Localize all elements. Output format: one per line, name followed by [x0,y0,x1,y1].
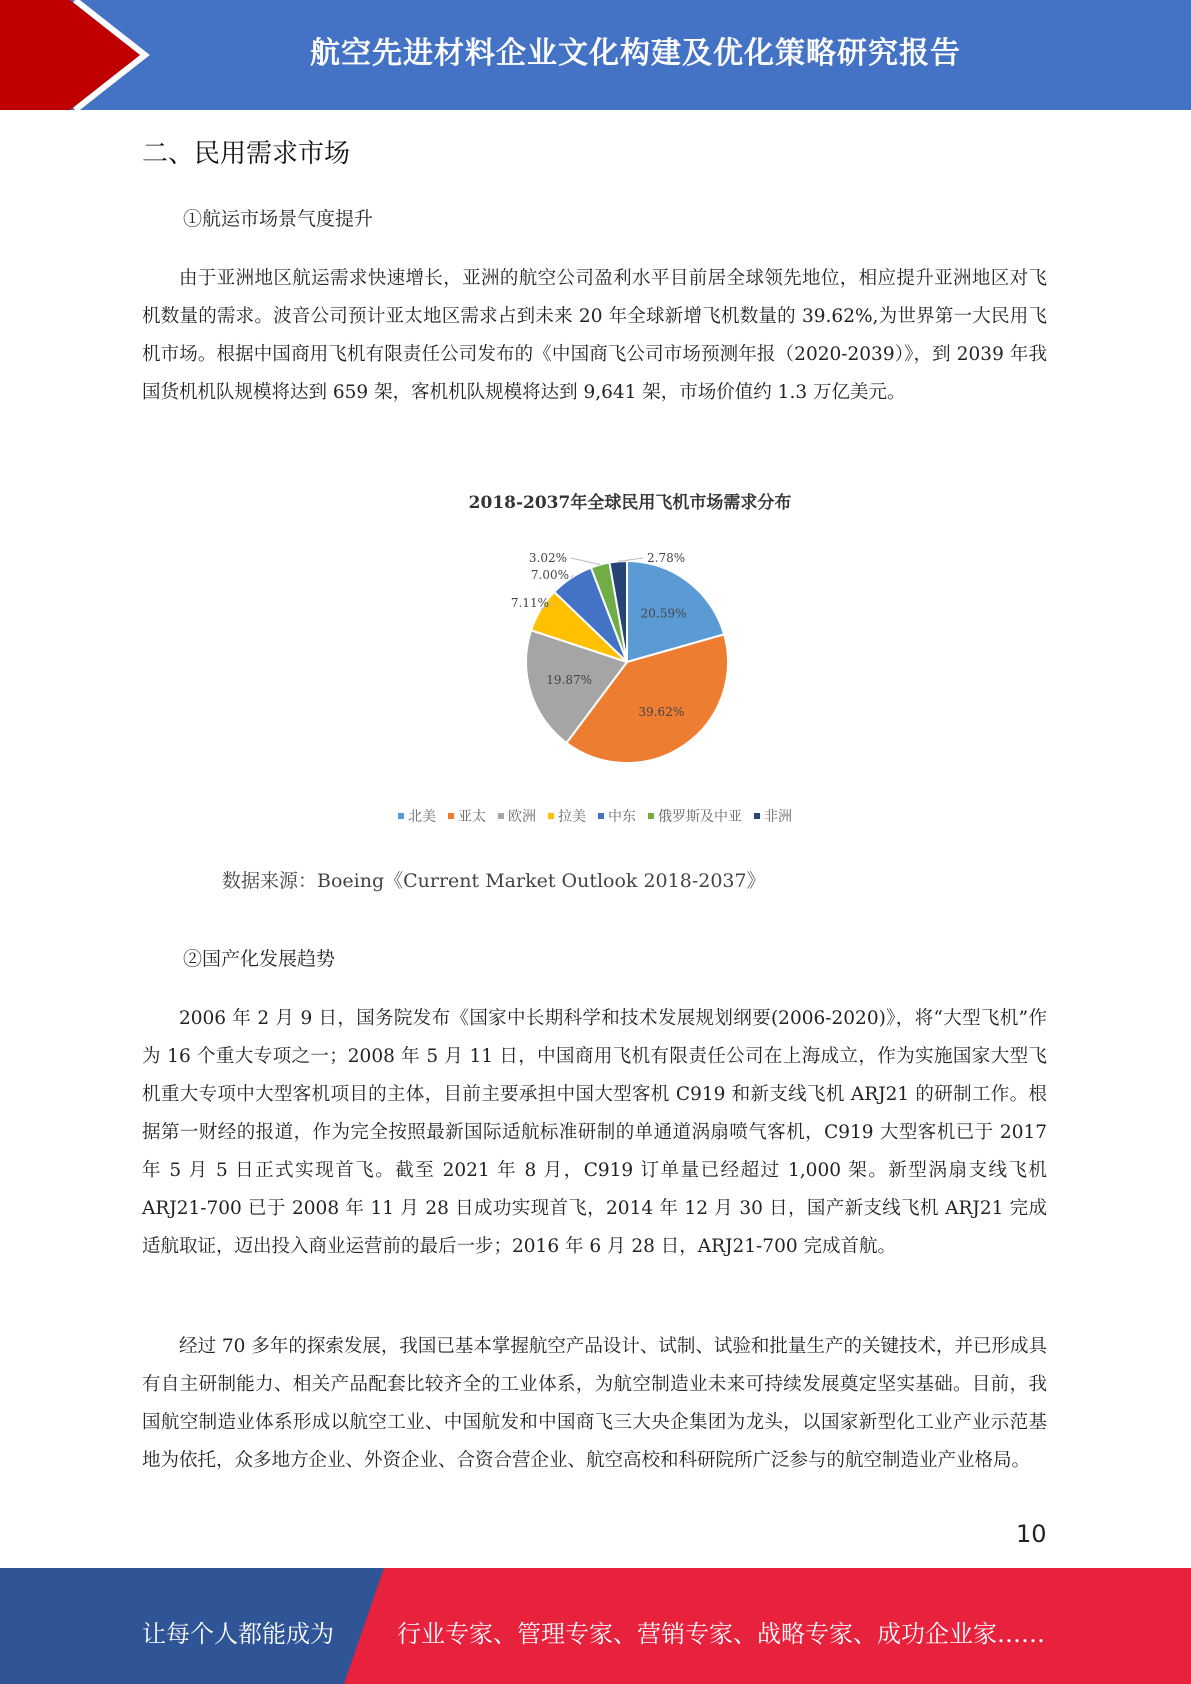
pie-data-label: 2.78% [647,551,686,565]
legend-label: 俄罗斯及中亚 [658,809,742,825]
legend-swatch [498,813,504,819]
legend-item [498,806,536,826]
legend-label: 亚太 [458,809,486,825]
pie-data-label: 3.02% [528,551,567,565]
legend-swatch [398,813,404,819]
paragraph-1: 由于亚洲地区航运需求快速增长，亚洲的航空公司盈利水平目前居全球领先地位，相应提升亚洲地区对飞机数量的需求。波音公司预计亚太地区需求占到未来 20 年全球新增飞机数量的 39.62%,为世界第一大民用飞机市场。根据中国商用飞机有限责任公司发布的《中国商飞公司市场预测年报（2020-2039）》，到 2039 年我国货机机队规模将达到 659 架，客机机队规模将达到 9,641 架，市场价值约 1.3 万亿美元。 [142,268,1047,403]
pie-data-label: 39.62% [638,704,685,719]
chart-legend [398,806,792,826]
subsection-title-2: ②国产化发展趋势 [183,948,336,970]
chart-source: 数据来源：Boeing《Current Market Outlook 2018-2037》 [222,870,766,892]
legend-label: 中东 [608,809,636,825]
pie-data-label: 20.59% [640,606,687,621]
section-title: 二、民用需求市场 [142,139,351,169]
legend-item [448,806,486,826]
page-header [0,0,1191,110]
legend-label: 非洲 [764,809,792,825]
chart-title: 2018-2037年全球民用飞机市场需求分布 [468,493,792,513]
legend-label: 拉美 [558,809,586,825]
legend-item [398,806,436,826]
legend-swatch [548,813,554,819]
subsection-title-1: ①航运市场景气度提升 [183,208,374,230]
pie-chart [380,480,880,840]
footer-slogan-right: 行业专家、管理专家、营销专家、战略专家、成功企业家…… [397,1620,1045,1648]
page-number: 10 [1016,1520,1047,1548]
page-footer [0,1568,1191,1684]
legend-item [648,806,742,826]
pie-chart-svg [380,520,880,840]
legend-swatch [598,813,604,819]
pie-data-label: 19.87% [546,673,593,688]
legend-label: 北美 [408,809,436,825]
paragraph-2: 2006 年 2 月 9 日，国务院发布《国家中长期科学和技术发展规划纲要(2006-2020)》，将“大型飞机”作为 16 个重大专项之一；2008 年 5 月 11 日，中国商用飞机有限责任公司在上海成立，作为实施国家大型飞机重大专项中大型客机项目的主体，目前主要承担中国大型客机 C919 和新支线飞机 ARJ21 的研制工作。根据第一财经的报道，作为完全按照最新国际适航标准研制的单通道涡扇喷气客机，C919 大型客机已于 2017 年 5 月 5 日正式实现首飞。截至 2021 年 8 月，C919 订单量已经超过 1,000 架。新型涡扇支线飞机 ARJ21-700 已于 2008 年 11 月 28 日成功实现首飞，2014 年 12 月 30 日，国产新支线飞机 ARJ21 完成适航取证，迈出投入商业运营前的最后一步；2016 年 6 月 28 日，ARJ21-700 完成首航。 [142,1008,1047,1257]
legend-swatch [754,813,760,819]
legend-label: 欧洲 [508,809,536,825]
legend-item [754,806,792,826]
legend-item [598,806,636,826]
legend-item [548,806,586,826]
paragraph-3: 经过 70 多年的探索发展，我国已基本掌握航空产品设计、试制、试验和批量生产的关键技术，并已形成具有自主研制能力、相关产品配套比较齐全的工业体系，为航空制造业未来可持续发展奠定坚实基础。目前，我国航空制造业体系形成以航空工业、中国航发和中国商飞三大央企集团为龙头，以国家新型化工业产业示范基地为依托，众多地方企业、外资企业、合资合营企业、航空高校和科研院所广泛参与的航空制造业产业格局。 [142,1336,1047,1471]
legend-swatch [448,813,454,819]
pie-data-label: 7.11% [510,596,549,610]
footer-slogan-left: 让每个人都能成为 [142,1620,334,1648]
header-title: 航空先进材料企业文化构建及优化策略研究报告 [310,36,961,71]
legend-swatch [648,813,654,819]
pie-data-label: 7.00% [530,568,569,582]
pie-leader-line [571,558,600,565]
